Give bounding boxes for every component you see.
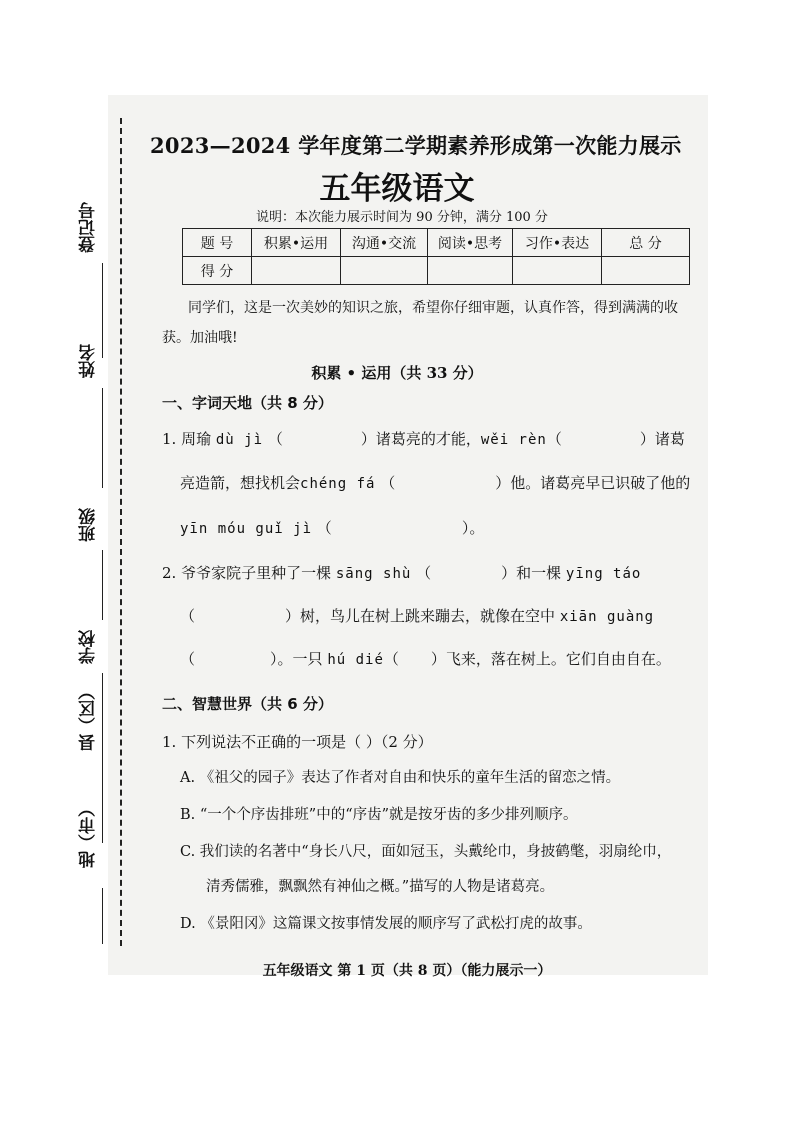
pinyin: dù jì [215, 432, 264, 448]
score-cell-input[interactable] [602, 257, 690, 285]
paren: （ [383, 650, 399, 668]
score-table-score-row [183, 257, 690, 285]
q1-text: ）。 [461, 519, 485, 537]
pinyin: sāng shù [335, 566, 412, 582]
q1-text: ）他。诸葛亮早已识破了他的 [495, 474, 691, 492]
score-cell-input[interactable] [341, 257, 428, 285]
sidebar-school-label: 学校 [79, 630, 99, 664]
q1-text: ）诸葛亮的才能， [360, 430, 481, 448]
q2-text: ）。一只 [270, 650, 323, 668]
exam-subject: 五年级语文 [319, 171, 475, 207]
paren: （ [416, 564, 432, 582]
option-c-line2: 清秀儒雅，飘飘然有神仙之概。”描写的人物是诸葛亮。 [206, 879, 555, 895]
score-table-header-row [183, 229, 690, 257]
paren: （ [546, 430, 562, 448]
score-cell-header: 题 号 [183, 229, 252, 257]
q1-text: 亮造箭，想找机会 [180, 474, 301, 492]
option-d: D. 《景阳冈》这篇课文按事情发展的顺序写了武松打虎的故事。 [180, 916, 592, 932]
binding-dashed-line [120, 118, 124, 946]
q1-line-1 [162, 428, 685, 449]
paren: （ [180, 607, 196, 625]
intro-paragraph: 同学们，这是一次美妙的知识之旅，希望你仔细审题，认真作答，得到满满的收获。加油哦! [162, 300, 678, 346]
q2-text: ）和一棵 [501, 564, 562, 582]
option-b: B. “一个个序齿排班”中的“序齿”就是按牙齿的多少排列顺序。 [180, 807, 578, 823]
sidebar-county-label: 县（区） [79, 683, 99, 751]
q1-text: ）诸葛 [639, 430, 685, 448]
sidebar-class-line [102, 550, 104, 620]
q2-line-1 [162, 562, 641, 583]
sidebar-name-label: 姓名 [79, 344, 99, 378]
pinyin: xiān guàng [559, 609, 655, 625]
q2-line-2 [180, 605, 654, 626]
section1-heading: 一、字词天地（共 8 分） [162, 394, 333, 412]
score-row-label: 得 分 [183, 257, 252, 285]
exam-note: 说明：本次能力展示时间为 90 分钟，满分 100 分 [256, 210, 548, 225]
score-cell-header: 习作•表达 [513, 229, 602, 257]
paren: （ [267, 430, 283, 448]
option-c-line1: C. 我们读的名著中“身长八尺，面如冠玉，头戴纶巾，身披鹤氅，羽扇纶巾， [180, 844, 672, 860]
score-cell-header: 阅读•思考 [428, 229, 513, 257]
q1-line-3 [180, 517, 484, 538]
score-table [182, 228, 690, 285]
q2-text: ）飞来，落在树上。它们自由自在。 [430, 650, 671, 668]
score-cell-header: 积累•运用 [252, 229, 341, 257]
exam-title: 2023—2024 学年度第二学期素养形成第一次能力展示 [150, 133, 682, 158]
score-cell-header: 总 分 [602, 229, 690, 257]
sidebar-class-label: 班级 [79, 508, 99, 542]
q1-text: 1. 周瑜 [162, 430, 212, 448]
binding-sidebar [74, 118, 124, 958]
option-a: A. 《祖父的园子》表达了作者对自由和快乐的童年生活的留恋之情。 [180, 770, 621, 786]
score-cell-input[interactable] [252, 257, 341, 285]
q2-text: ）树，鸟儿在树上跳来蹦去，就像在空中 [285, 607, 556, 625]
pinyin: yīng táo [565, 566, 642, 582]
part-heading: 积累 • 运用（共 33 分） [311, 364, 483, 382]
sidebar-city-label: 地（市） [79, 800, 99, 868]
score-cell-input[interactable] [513, 257, 602, 285]
page-footer: 五年级语文 第 1 页（共 8 页）（能力展示一） [262, 963, 552, 979]
q2-line-3 [180, 648, 671, 669]
score-cell-header: 沟通•交流 [341, 229, 428, 257]
q1-line-2 [180, 472, 690, 493]
section2-heading: 二、智慧世界（共 6 分） [162, 695, 333, 713]
paren: （ [380, 474, 396, 492]
pinyin: yīn móu guǐ jì [180, 521, 313, 537]
pinyin: chéng fá [300, 476, 376, 492]
sidebar-city-line [102, 888, 104, 944]
q2-text: 2. 爷爷家院子里种了一棵 [162, 564, 332, 582]
sidebar-name-line [102, 388, 104, 488]
score-cell-input[interactable] [428, 257, 513, 285]
pinyin: wěi rèn [480, 432, 547, 448]
paren: （ [316, 519, 332, 537]
pinyin: hú dié [327, 652, 384, 668]
sidebar-register-label: 登记号 [79, 202, 99, 253]
paren: （ [180, 650, 196, 668]
s2-q1-stem: 1. 下列说法不正确的一项是（ ）（2 分） [162, 733, 433, 751]
